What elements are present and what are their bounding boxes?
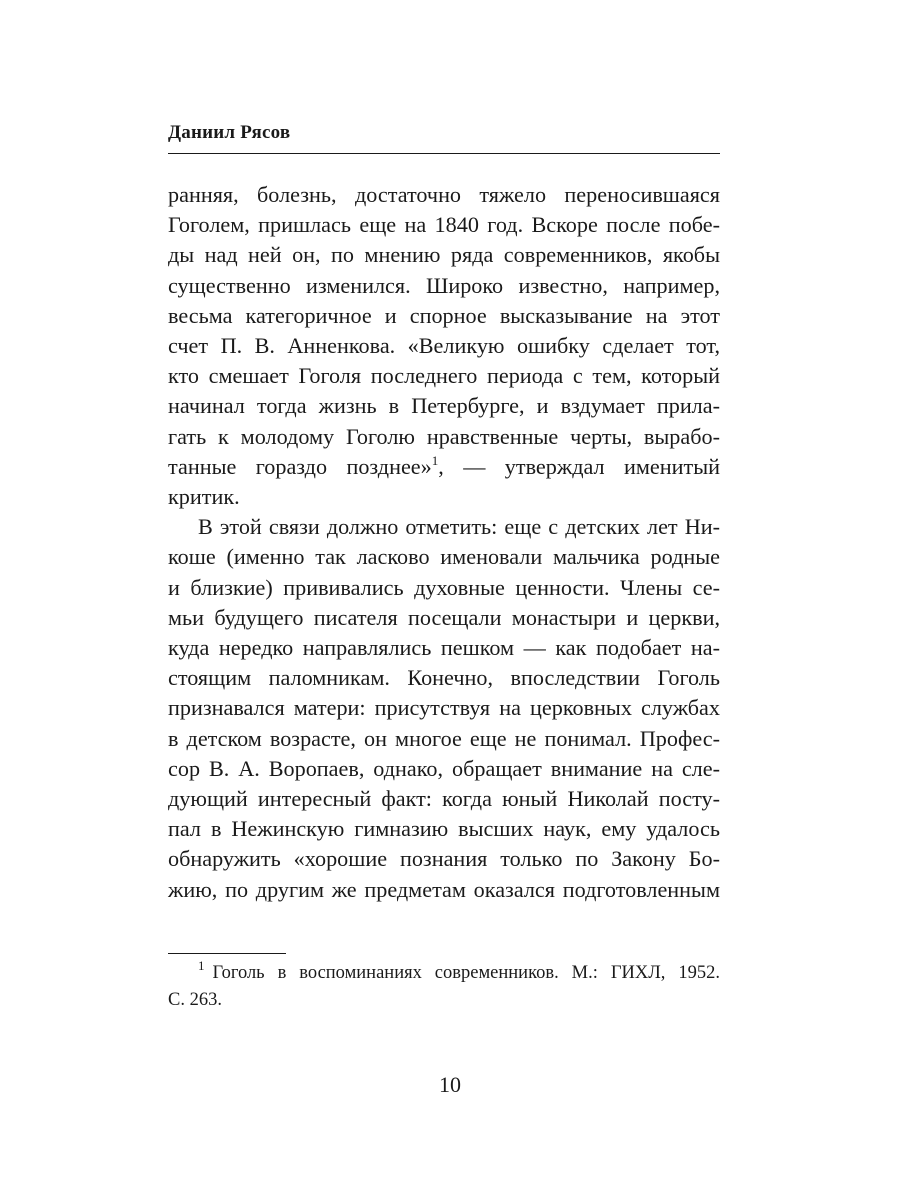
footnote-line: [168, 960, 720, 987]
text-line: критик.: [168, 484, 240, 510]
text-line: счет П. В. Анненкова. «Великую ошибку сделает тот,: [168, 333, 720, 359]
text-line: коше (именно так ласково именовали мальчика родные: [168, 544, 720, 570]
text-line: кто смешает Гоголя последнего периода с тем, который: [168, 363, 720, 389]
body-text: [168, 180, 720, 905]
footnote-reference[interactable]: 1: [431, 452, 439, 468]
text-line-with-footnote: [168, 452, 720, 482]
footnote: [168, 960, 720, 1014]
text-line: Гоголем, пришлась еще на 1840 год. Вскоре после побе-: [168, 212, 720, 238]
text-line: стоящим паломникам. Конечно, впоследствии Гоголь: [168, 665, 720, 691]
footnote-line: С. 263.: [168, 990, 222, 1010]
text-line: признавался матери: присутствуя на церковных службах: [168, 695, 720, 721]
footnote-number: 1: [198, 958, 205, 973]
header-rule: [168, 153, 720, 154]
footnote-text: Гоголь в воспоминаниях современников. М.: ГИХЛ, 1952.: [212, 963, 720, 983]
text-line: в детском возрасте, он многое еще не понимал. Профес-: [168, 725, 720, 751]
text-line: начинал тогда жизнь в Петербурге, и вздумает прила-: [168, 393, 720, 419]
text-line: сор В. А. Воропаев, однако, обращает внимание на сле-: [168, 755, 720, 781]
text-line: и близкие) прививались духовные ценности. Члены се-: [168, 574, 720, 600]
footnote-rule: [168, 953, 286, 954]
text-line: В этой связи должно отметить: еще с детских лет Ни-: [198, 514, 720, 540]
text-line: мьи будущего писателя посещали монастыри и церкви,: [168, 604, 720, 630]
text-line: гать к молодому Гоголю нравственные черты, вырабо-: [168, 423, 720, 449]
text-line: обнаружить «хорошие познания только по Закону Бо-: [168, 846, 720, 872]
text-line: существенно изменился. Широко известно, например,: [168, 272, 720, 298]
text-line: куда нередко направлялись пешком — как подобает на-: [168, 635, 720, 661]
text-line: весьма категоричное и спорное высказывание на этот: [168, 302, 720, 328]
running-head-author: Даниил Рясов: [168, 122, 291, 143]
text-fragment: , — утверждал именитый: [438, 453, 720, 479]
page-number: 10: [439, 1072, 461, 1097]
text-line: жию, по другим же предметам оказался подготовленным: [168, 876, 720, 902]
text-line: ранняя, болезнь, достаточно тяжело переносившаяся: [168, 182, 720, 207]
text-line: пал в Нежинскую гимназию высших наук, ему удалось: [168, 816, 720, 842]
text-fragment: танные гораздо позднее»: [168, 453, 432, 479]
text-line: ды над ней он, по мнению ряда современников, якобы: [168, 242, 720, 268]
text-line: дующий интересный факт: когда юный Николай посту-: [168, 786, 720, 812]
